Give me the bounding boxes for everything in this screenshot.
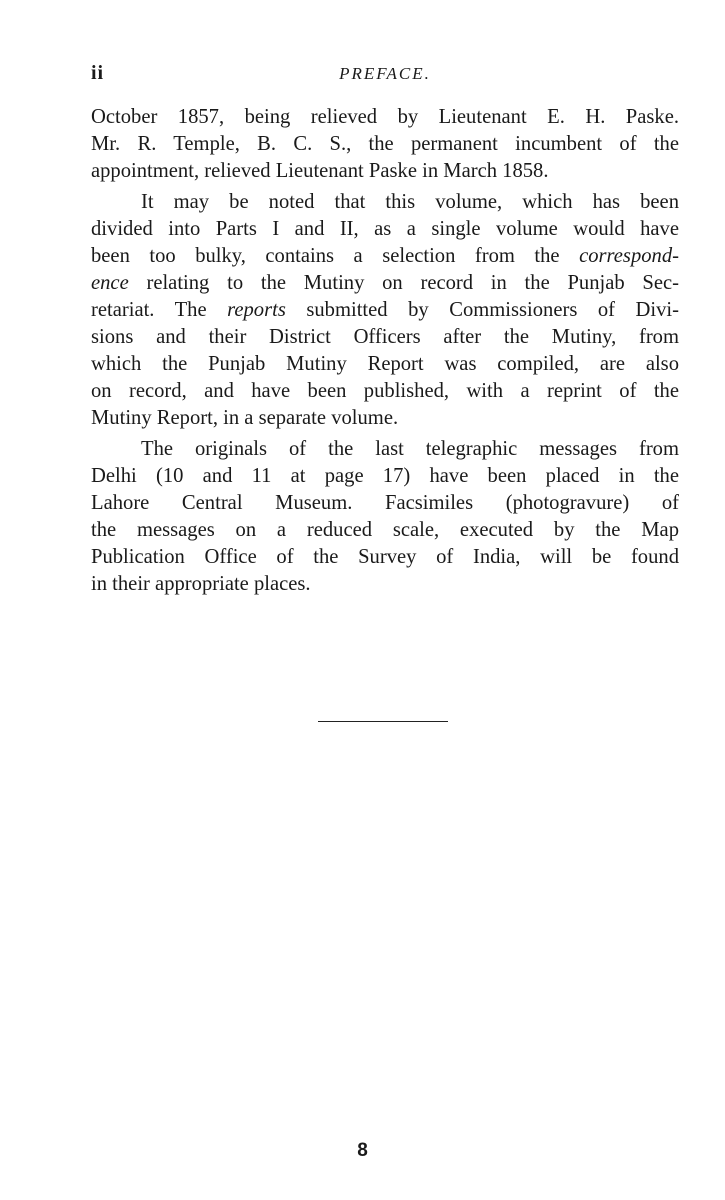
text-line <box>91 104 679 131</box>
text-run: in their appropriate places. <box>91 573 311 595</box>
text-line <box>91 544 679 571</box>
text-run: The originals of the last telegraphic messages from <box>141 438 679 460</box>
text-line <box>91 378 679 405</box>
text-line <box>91 351 679 378</box>
text-run: It may be noted that this volume, which has been <box>141 191 679 213</box>
italic-text: correspond- <box>579 245 679 267</box>
text-line <box>91 243 679 270</box>
text-run: the messages on a reduced scale, executed by the Map <box>91 519 679 541</box>
section-rule <box>318 721 448 722</box>
text-line <box>91 405 679 432</box>
text-run: been too bulky, contains a selection from the <box>91 245 580 267</box>
italic-text: reports <box>227 299 286 321</box>
text-run: October 1857, being relieved by Lieutenant E. H. Paske. <box>91 106 679 128</box>
paragraph <box>91 189 679 432</box>
text-run: submitted by Commissioners of Divi- <box>285 299 679 321</box>
text-line <box>91 158 679 185</box>
text-run: on record, and have been published, with a reprint of the <box>91 380 679 402</box>
text-line <box>91 517 679 544</box>
text-run: Mutiny Report, in a separate volume. <box>91 407 399 429</box>
text-line <box>91 297 679 324</box>
text-run: Mr. R. Temple, B. C. S., the permanent incumbent of the <box>91 133 679 155</box>
text-line <box>91 571 679 598</box>
text-run: which the Punjab Mutiny Report was compiled, are also <box>91 353 679 375</box>
text-line <box>91 463 679 490</box>
text-run: appointment, relieved Lieutenant Paske in March 1858. <box>91 160 549 182</box>
text-line <box>91 189 679 216</box>
text-run: Publication Office of the Survey of India, will be found <box>91 546 679 568</box>
folio-number: 8 <box>357 1140 368 1161</box>
text-run: relating to the Mutiny on record in the Punjab Sec- <box>128 272 679 294</box>
text-run: Delhi (10 and 11 at page 17) have been placed in the <box>91 465 679 487</box>
text-run: Lahore Central Museum. Facsimiles (photogravure) of <box>91 492 679 514</box>
page-number: ii <box>91 62 105 84</box>
paragraph <box>91 104 679 185</box>
text-run: divided into Parts I and II, as a single volume would have <box>91 218 679 240</box>
text-run: sions and their District Officers after the Mutiny, from <box>91 326 679 348</box>
text-line <box>91 270 679 297</box>
text-line <box>91 436 679 463</box>
page-header <box>91 62 679 92</box>
italic-text: ence <box>91 272 129 294</box>
text-line <box>91 216 679 243</box>
body-text <box>91 104 679 602</box>
paragraph <box>91 436 679 598</box>
text-run: retariat. The <box>91 299 228 321</box>
text-line <box>91 324 679 351</box>
running-title: PREFACE. <box>339 64 431 83</box>
text-line <box>91 490 679 517</box>
text-line <box>91 131 679 158</box>
